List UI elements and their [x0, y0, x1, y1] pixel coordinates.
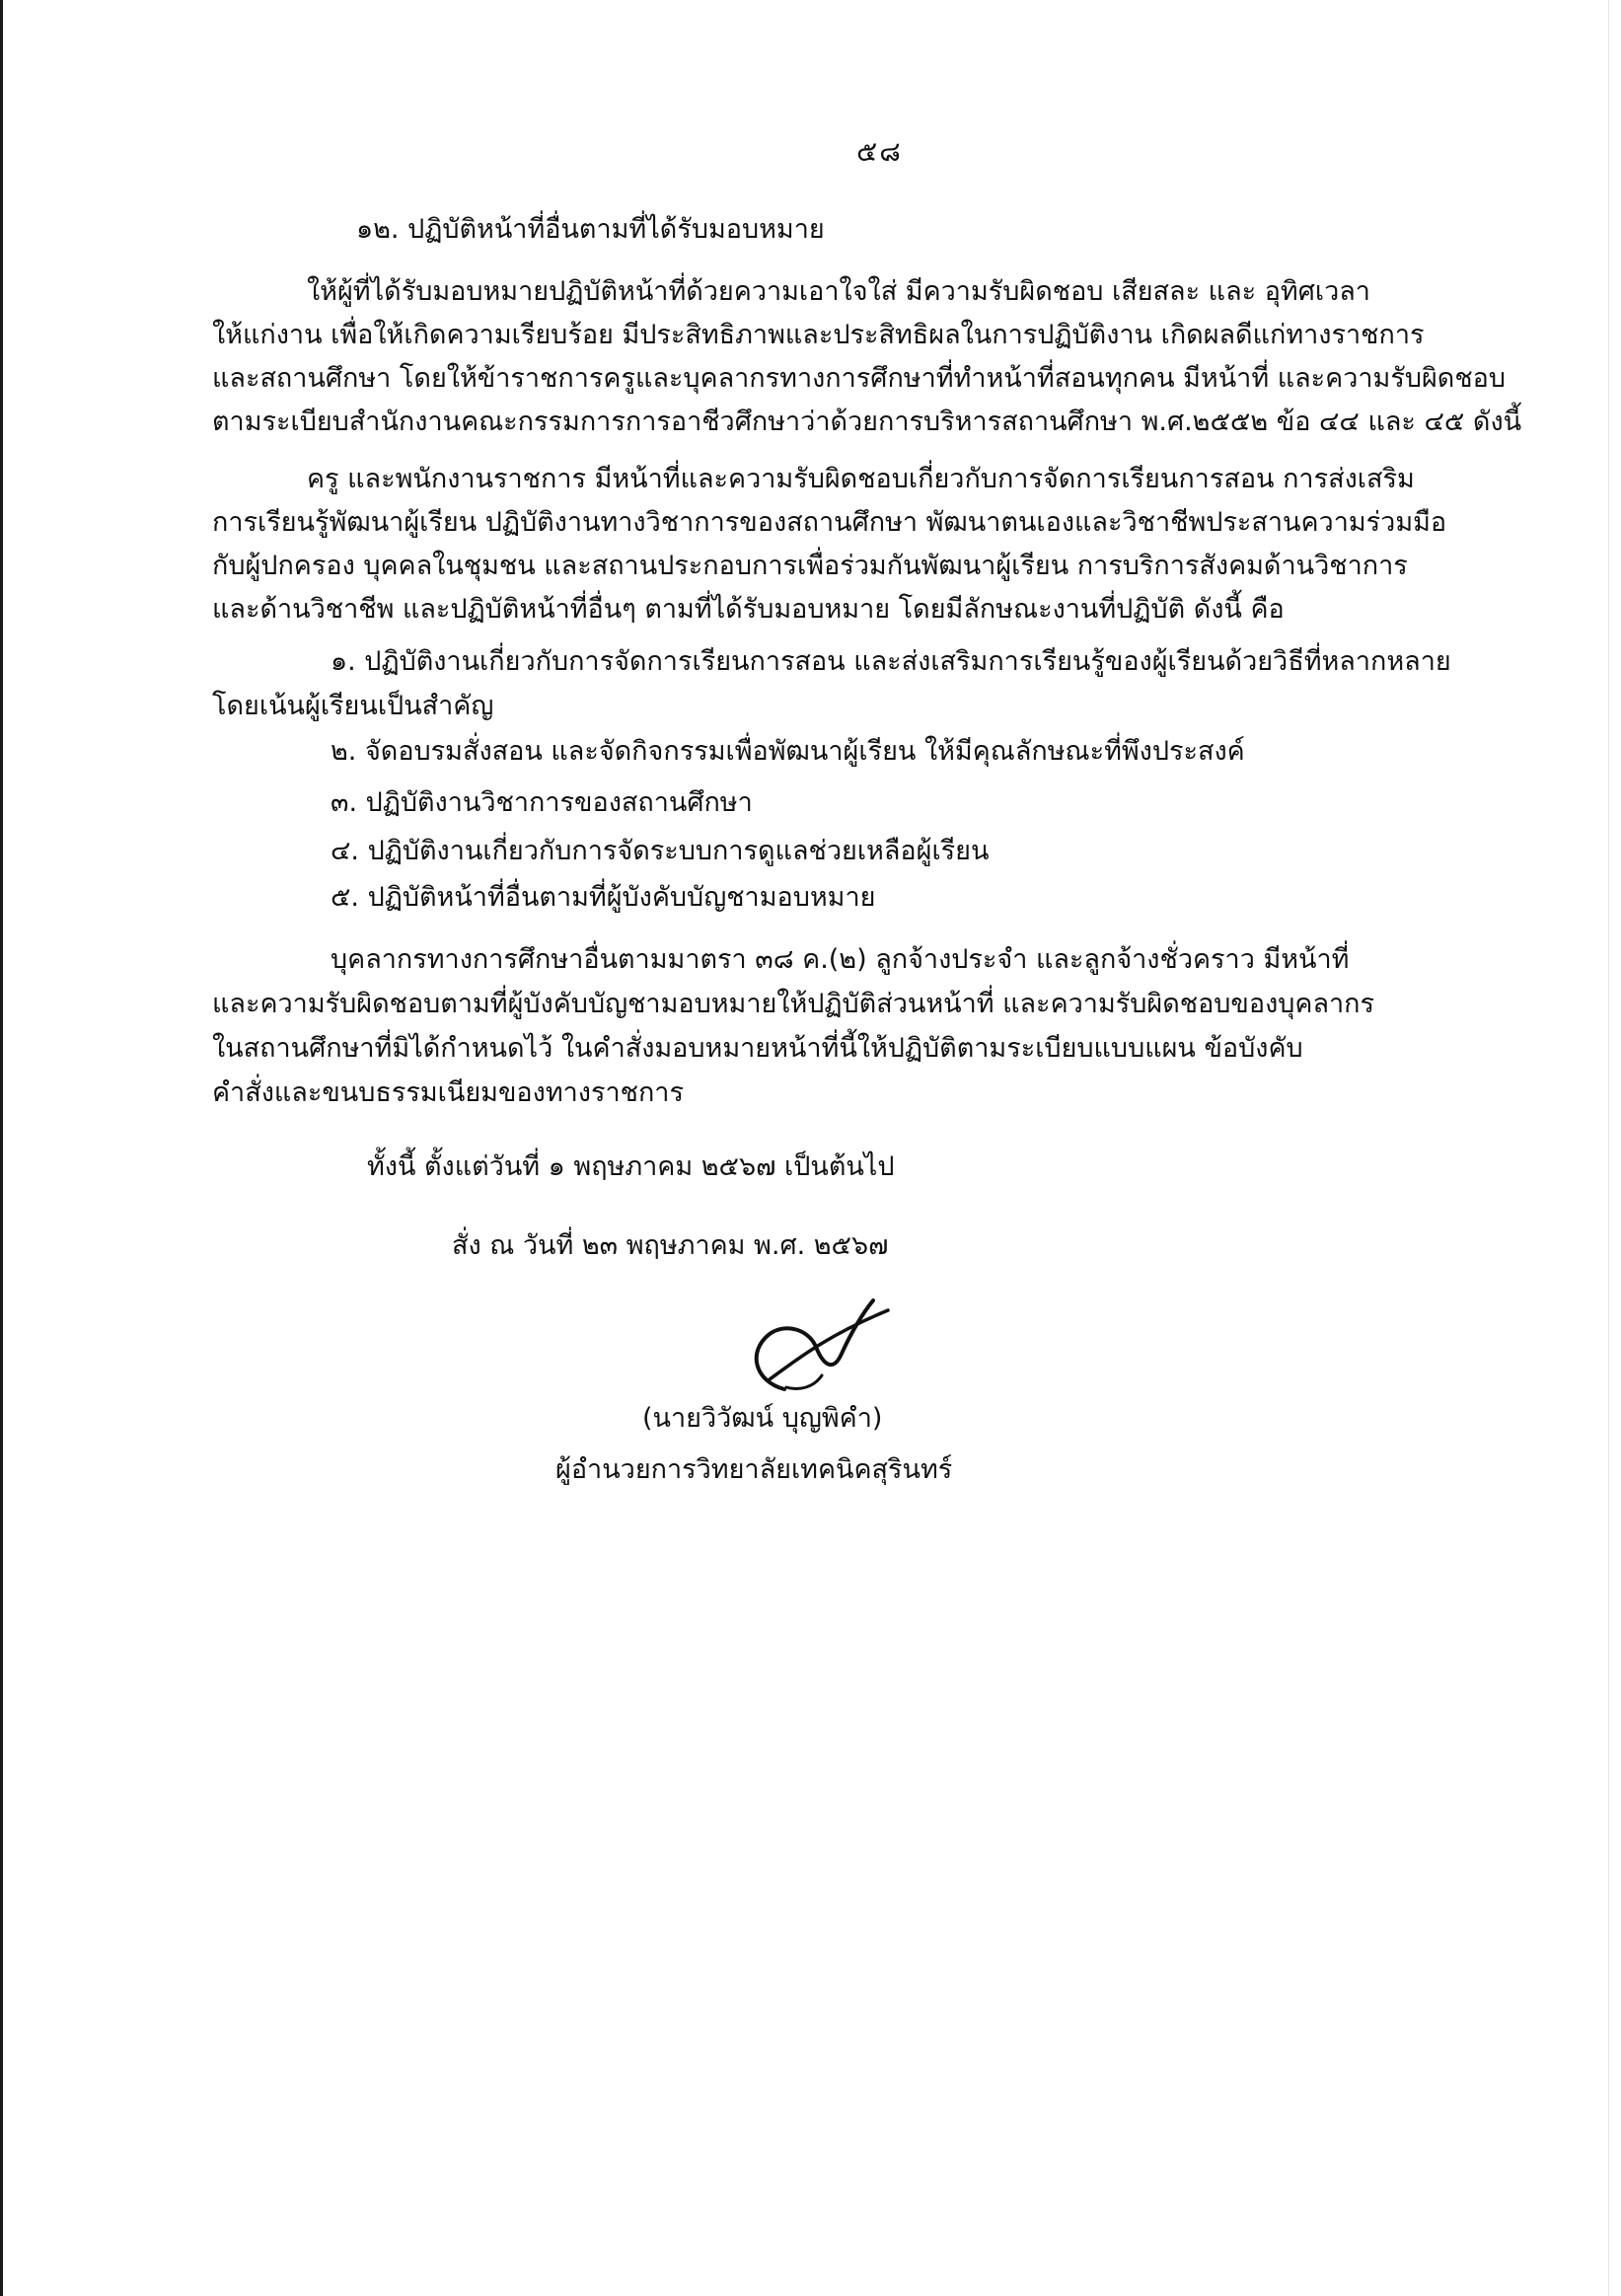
paragraph-1-line: ตามระเบียบสำนักงานคณะกรรมการการอาชีวศึกษาว่าด้วยการบริหารสถานศึกษา พ.ศ.๒๕๕๒ ข้อ ๔๔ และ ๔๕ ดังนี้	[212, 407, 1522, 437]
duty-item: ๔. ปฏิบัติงานเกี่ยวกับการจัดระบบการดูแลช่วยเหลือผู้เรียน	[331, 836, 990, 866]
effective-date: ทั้งนี้ ตั้งแต่วันที่ ๑ พฤษภาคม ๒๕๖๗ เป็นต้นไป	[367, 1151, 895, 1182]
section-heading: ๑๒. ปฏิบัติหน้าที่อื่นตามที่ได้รับมอบหมาย	[356, 214, 825, 245]
paragraph-2-line: ครู และพนักงานราชการ มีหน้าที่และความรับผิดชอบเกี่ยวกับการจัดการเรียนการสอน การส่งเสริม	[307, 464, 1415, 494]
duty-item: ๕. ปฏิบัติหน้าที่อื่นตามที่ผู้บังคับบัญชามอบหมาย	[331, 882, 876, 913]
duty-item: ๑. ปฏิบัติงานเกี่ยวกับการจัดการเรียนการสอน และส่งเสริมการเรียนรู้ของผู้เรียนด้วยวิธีที่หลากหลาย	[331, 646, 1451, 677]
paragraph-3-line: และความรับผิดชอบตามที่ผู้บังคับบัญชามอบหมายให้ปฏิบัติส่วนหน้าที่ และความรับผิดชอบของบุคลากร	[212, 989, 1375, 1019]
paragraph-1-line: และสถานศึกษา โดยให้ข้าราชการครูและบุคลากรทางการศึกษาที่ทำหน้าที่สอนทุกคน มีหน้าที่ และความรับผิดชอบ	[212, 363, 1507, 394]
paragraph-1-line: ให้ผู้ที่ได้รับมอบหมายปฏิบัติหน้าที่ด้วยความเอาใจใส่ มีความรับผิดชอบ เสียสละ และ อุทิศเวลา	[307, 276, 1370, 307]
paragraph-3-line: คำสั่งและขนบธรรมเนียมของทางราชการ	[212, 1077, 684, 1108]
paragraph-2-line: การเรียนรู้พัฒนาผู้เรียน ปฏิบัติงานทางวิชาการของสถานศึกษา พัฒนาตนเองและวิชาชีพประสานความร่วมมือ	[212, 507, 1447, 538]
scan-edge-right	[1608, 0, 1609, 2296]
signature-mark	[725, 1293, 898, 1401]
paragraph-2-line: กับผู้ปกครอง บุคคลในชุมชน และสถานประกอบการเพื่อร่วมกันพัฒนาผู้เรียน การบริการสังคมด้านวิชาการ	[212, 551, 1408, 581]
paragraph-3-line: ในสถานศึกษาที่มิได้กำหนดไว้ ในคำสั่งมอบหมายหน้าที่นี้ให้ปฏิบัติตามระเบียบแบบแผน ข้อบังคับ	[212, 1033, 1303, 1064]
order-date: สั่ง ณ วันที่ ๒๓ พฤษภาคม พ.ศ. ๒๕๖๗	[452, 1230, 889, 1261]
scan-edge	[0, 0, 3, 2296]
paragraph-2-line: และด้านวิชาชีพ และปฏิบัติหน้าที่อื่นๆ ตามที่ได้รับมอบหมาย โดยมีลักษณะงานที่ปฏิบัติ ดังนี้ คือ	[212, 594, 1285, 625]
paragraph-1-line: ให้แก่งาน เพื่อให้เกิดความเรียบร้อย มีประสิทธิภาพและประสิทธิผลในการปฏิบัติงาน เกิดผลดีแก่ทางราชการ	[212, 320, 1425, 350]
duty-item: ๒. จัดอบรมสั่งสอน และจัดกิจกรรมเพื่อพัฒนาผู้เรียน ให้มีคุณลักษณะที่พึงประสงค์	[331, 736, 1245, 767]
page-number: ๕๘	[856, 135, 903, 168]
signatory-name: (นายวิวัฒน์ บุญพิคำ)	[642, 1403, 883, 1434]
duty-item-continuation: โดยเน้นผู้เรียนเป็นสำคัญ	[212, 691, 494, 721]
signatory-position: ผู้อำนวยการวิทยาลัยเทคนิคสุรินทร์	[555, 1454, 953, 1485]
duty-item: ๓. ปฏิบัติงานวิชาการของสถานศึกษา	[331, 787, 753, 818]
paragraph-3-line: บุคลากรทางการศึกษาอื่นตามมาตรา ๓๘ ค.(๒) ลูกจ้างประจำ และลูกจ้างชั่วคราว มีหน้าที่	[331, 944, 1350, 975]
